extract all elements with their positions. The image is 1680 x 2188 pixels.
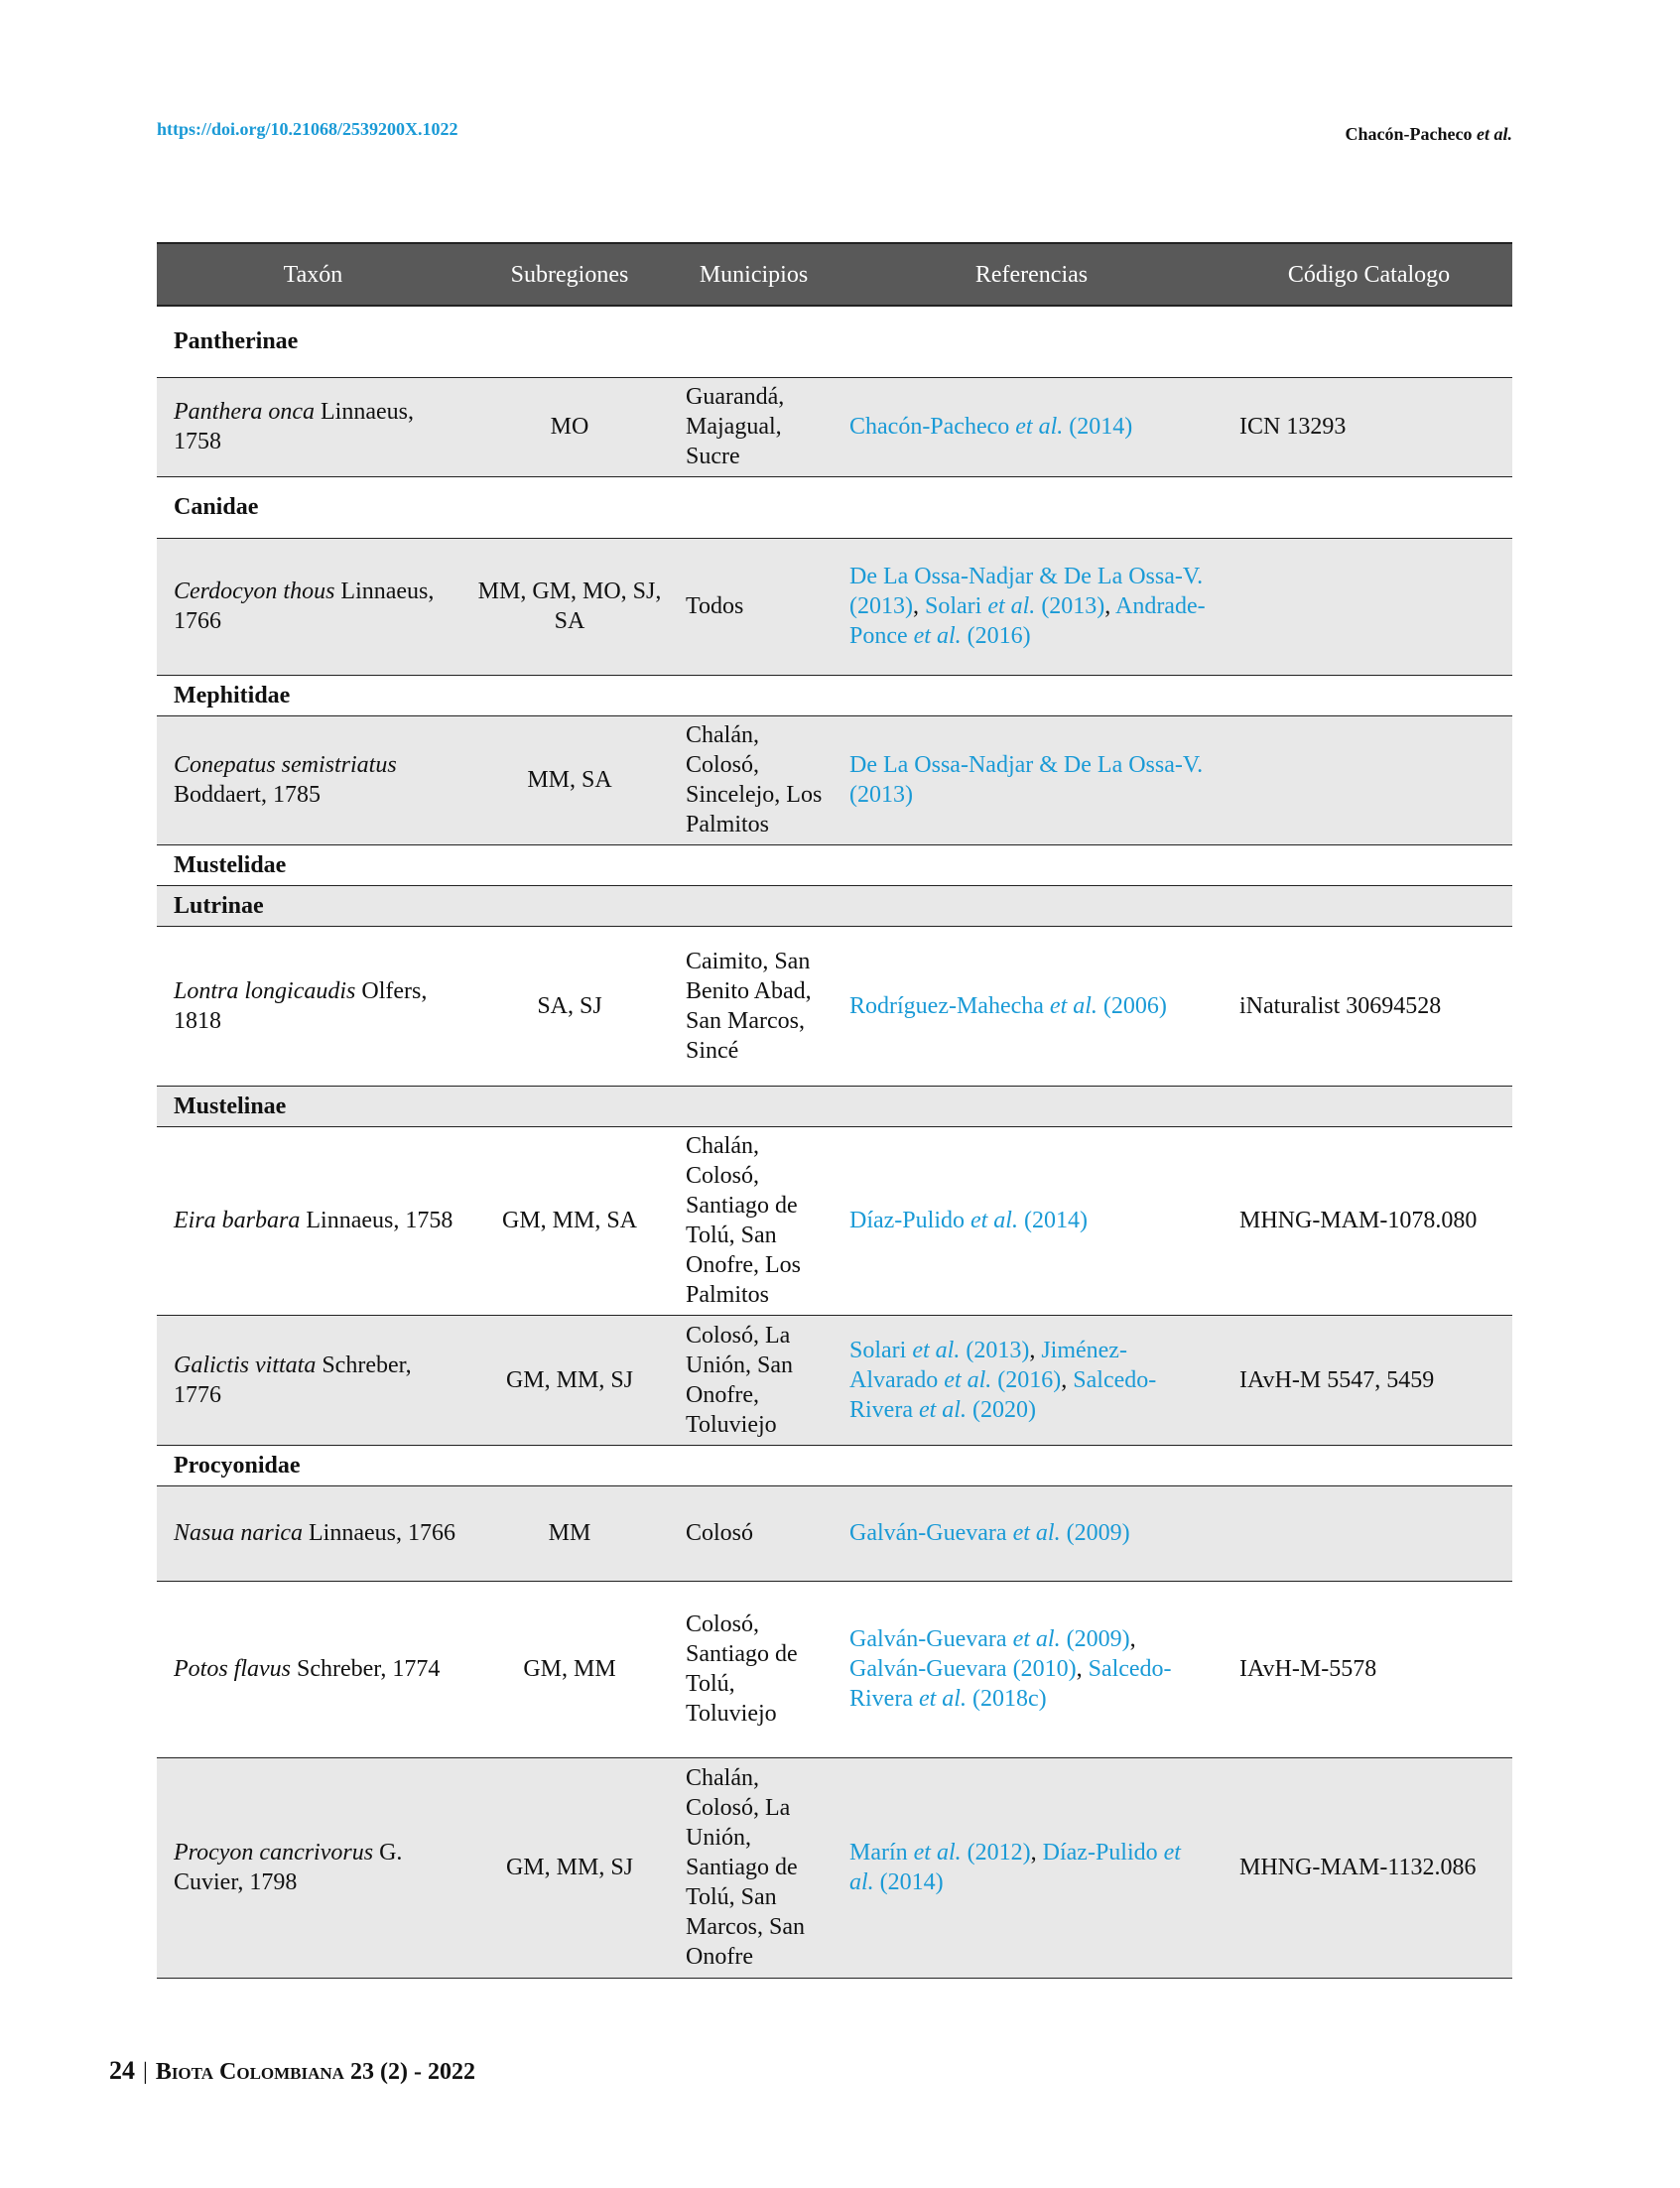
reference-link[interactable]: et al. — [913, 1840, 962, 1866]
table-row — [157, 1315, 1512, 1445]
group-label: Pantherinae — [157, 306, 1512, 377]
group-row — [157, 476, 1512, 538]
taxon-cell — [157, 715, 469, 844]
reference-separator: , — [912, 593, 925, 619]
reference-link[interactable]: et al. — [913, 623, 962, 649]
column-header-taxon: Taxón — [157, 243, 469, 306]
reference-link[interactable]: (2014) — [873, 1869, 944, 1895]
species-author: Linnaeus, 1766 — [303, 1520, 455, 1546]
table-row — [157, 926, 1512, 1086]
subregiones-cell: MM — [469, 1485, 670, 1581]
group-row — [157, 675, 1512, 715]
municipios-cell — [670, 1485, 838, 1581]
referencias-cell — [838, 926, 1226, 1086]
journal-name: Biota Colombiana — [155, 2059, 344, 2085]
municipios-cell — [670, 926, 838, 1086]
table-row — [157, 538, 1512, 675]
reference-link[interactable]: et al. — [969, 1208, 1018, 1233]
subregiones-cell: SA, SJ — [469, 926, 670, 1086]
reference-separator: , — [1030, 1840, 1043, 1866]
taxon-cell — [157, 1485, 469, 1581]
group-label: Mustelinae — [157, 1086, 1512, 1126]
reference-link[interactable]: Marín — [849, 1840, 914, 1866]
species-author: G. Cuvier, 1798 — [174, 1840, 403, 1895]
group-label: Lutrinae — [157, 885, 1512, 926]
subregiones-cell: GM, MM, SJ — [469, 1757, 670, 1978]
species-name: Eira barbara — [174, 1208, 301, 1233]
reference-link[interactable]: et al. — [944, 1366, 992, 1393]
species-author: Linnaeus, 1766 — [174, 579, 435, 634]
journal-issue: 23 (2) - 2022 — [349, 2059, 475, 2085]
subregiones-cell: GM, MM — [469, 1581, 670, 1757]
reference-link[interactable]: Salcedo-Rivera — [849, 1656, 1172, 1712]
reference-link[interactable]: et al. — [987, 593, 1036, 619]
municipios-cell — [670, 1581, 838, 1757]
species-author: Linnaeus, 1758 — [300, 1208, 453, 1233]
reference-link[interactable]: Galván-Guevara — [849, 1520, 1013, 1546]
municipios-cell — [670, 1757, 838, 1978]
codigo-cell: IAvH-M-5578 — [1226, 1581, 1512, 1757]
municipios-cell — [670, 1126, 838, 1315]
municipios-text: Colosó, Santiago de Tolú, Toluviejo — [686, 1611, 798, 1727]
column-header-municipios: Municipios — [670, 243, 838, 306]
reference-link[interactable]: Díaz-Pulido — [1042, 1840, 1164, 1866]
species-name: Potos flavus — [174, 1656, 291, 1682]
reference-link[interactable]: (2013) — [1035, 593, 1105, 619]
subregiones-cell: GM, MM, SA — [469, 1126, 670, 1315]
reference-separator: , — [1076, 1656, 1089, 1682]
subregiones-cell: GM, MM, SJ — [469, 1315, 670, 1445]
codigo-cell: MHNG-MAM-1132.086 — [1226, 1757, 1512, 1978]
reference-link[interactable]: Solari — [924, 593, 988, 619]
table-row — [157, 715, 1512, 844]
reference-separator: , — [1061, 1366, 1074, 1393]
codigo-cell — [1226, 715, 1512, 844]
referencias-cell — [838, 1581, 1226, 1757]
reference-link[interactable]: (2016) — [991, 1366, 1062, 1393]
reference-link[interactable]: Galván-Guevara (2010) — [849, 1656, 1077, 1682]
codigo-cell — [1226, 1485, 1512, 1581]
species-author: Linnaeus, 1758 — [174, 399, 414, 454]
subregiones-cell: MM, GM, MO, SJ, SA — [469, 538, 670, 675]
municipios-text: Chalán, Colosó, La Unión, Santiago de Tolú, San Marcos, San Onofre — [686, 1765, 805, 1970]
reference-link[interactable]: De La Ossa-Nadjar & De La Ossa-V. (2013) — [849, 564, 1204, 619]
reference-separator: , — [1104, 593, 1115, 619]
municipios-text: Chalán, Colosó, Santiago de Tolú, San Onofre, Los Palmitos — [686, 1133, 801, 1308]
taxon-cell — [157, 1581, 469, 1757]
reference-link[interactable]: (2020) — [966, 1396, 1036, 1423]
reference-link[interactable]: Galván-Guevara — [849, 1626, 1013, 1652]
reference-link[interactable]: Chacón-Pacheco — [849, 414, 1016, 440]
taxon-cell — [157, 1757, 469, 1978]
referencias-cell — [838, 538, 1226, 675]
municipios-cell — [670, 538, 838, 675]
reference-link[interactable]: Solari — [849, 1337, 913, 1363]
reference-link[interactable]: (2016) — [961, 623, 1031, 649]
species-name: Galictis vittata — [174, 1351, 317, 1378]
reference-link[interactable]: Salcedo-Rivera — [849, 1366, 1157, 1423]
taxon-cell — [157, 1126, 469, 1315]
referencias-cell — [838, 1757, 1226, 1978]
doi-link[interactable]: https://doi.org/10.21068/2539200X.1022 — [157, 119, 458, 139]
subregiones-cell: MO — [469, 377, 670, 476]
referencias-cell — [838, 1485, 1226, 1581]
municipios-text: Colosó, La Unión, San Onofre, Toluviejo — [686, 1322, 793, 1438]
reference-link[interactable]: (2018c) — [966, 1686, 1047, 1712]
reference-link[interactable]: (2006) — [1097, 992, 1167, 1019]
running-header-author: Chacón-Pacheco — [1345, 124, 1473, 144]
group-label: Mephitidae — [157, 675, 1512, 715]
reference-link[interactable]: et al. — [912, 1337, 961, 1363]
reference-link[interactable]: et al. — [918, 1686, 967, 1712]
reference-link[interactable]: Andrade-Ponce — [849, 593, 1206, 649]
group-row — [157, 885, 1512, 926]
reference-link[interactable]: (2009) — [1060, 1626, 1130, 1652]
reference-link[interactable]: et al. — [1012, 1520, 1061, 1546]
reference-link[interactable]: (2013) — [960, 1337, 1030, 1363]
group-label: Procyonidae — [157, 1445, 1512, 1485]
group-row — [157, 306, 1512, 377]
subregiones-cell: MM, SA — [469, 715, 670, 844]
species-author: Boddaert, 1785 — [174, 782, 321, 808]
reference-link[interactable]: et al. — [1015, 414, 1064, 440]
reference-link[interactable]: et al. — [849, 1840, 1181, 1895]
table-header-row — [157, 243, 1512, 306]
species-author: Olfers, 1818 — [174, 977, 428, 1034]
municipios-text: Todos — [686, 593, 744, 619]
table-row — [157, 1126, 1512, 1315]
reference-separator: , — [1029, 1337, 1042, 1363]
column-header-subregiones: Subregiones — [469, 243, 670, 306]
codigo-cell: ICN 13293 — [1226, 377, 1512, 476]
species-name: Cerdocyon thous — [174, 579, 335, 604]
species-name: Procyon cancrivorus — [174, 1840, 374, 1866]
codigo-cell: iNaturalist 30694528 — [1226, 926, 1512, 1086]
reference-link[interactable]: Rodríguez-Mahecha — [849, 992, 1050, 1019]
column-header-codigo: Código Catalogo — [1226, 243, 1512, 306]
reference-link[interactable]: (2014) — [1063, 414, 1133, 440]
group-row — [157, 1086, 1512, 1126]
codigo-cell — [1226, 538, 1512, 675]
running-header-etal: et al. — [1477, 124, 1512, 144]
species-name: Panthera onca — [174, 399, 315, 425]
table-row — [157, 1485, 1512, 1581]
municipios-text: Chalán, Colosó, Sincelejo, Los Palmitos — [686, 722, 823, 837]
reference-link[interactable]: et al. — [1049, 992, 1098, 1019]
municipios-cell — [670, 715, 838, 844]
codigo-cell: MHNG-MAM-1078.080 — [1226, 1126, 1512, 1315]
group-label: Canidae — [157, 476, 1512, 538]
taxon-cell — [157, 926, 469, 1086]
species-table — [157, 242, 1512, 1979]
reference-link[interactable]: Díaz-Pulido — [849, 1208, 970, 1233]
group-label: Mustelidae — [157, 844, 1512, 885]
table-row — [157, 1581, 1512, 1757]
taxon-cell — [157, 1315, 469, 1445]
referencias-cell — [838, 377, 1226, 476]
species-author: Schreber, 1774 — [291, 1656, 441, 1682]
municipios-cell — [670, 377, 838, 476]
species-name: Nasua narica — [174, 1520, 304, 1546]
reference-link[interactable]: Jiménez-Alvarado — [849, 1337, 1127, 1393]
page-number: 24 — [109, 2056, 135, 2085]
reference-link[interactable]: (2014) — [1017, 1208, 1088, 1233]
codigo-cell: IAvH-M 5547, 5459 — [1226, 1315, 1512, 1445]
column-header-referencias: Referencias — [838, 243, 1226, 306]
page-footer — [109, 2056, 475, 2086]
species-name: Lontra longicaudis — [174, 977, 356, 1004]
reference-link[interactable]: et al. — [918, 1396, 967, 1423]
referencias-cell — [838, 1315, 1226, 1445]
species-name: Conepatus semistriatus — [174, 752, 397, 778]
reference-link[interactable]: De La Ossa-Nadjar & De La Ossa-V. (2013) — [849, 752, 1204, 808]
running-header — [1346, 124, 1512, 145]
taxon-cell — [157, 538, 469, 675]
municipios-cell — [670, 1315, 838, 1445]
municipios-text: Colosó — [686, 1520, 754, 1546]
group-row — [157, 1445, 1512, 1485]
municipios-text: Guarandá, Majagual, Sucre — [686, 384, 785, 469]
referencias-cell — [838, 1126, 1226, 1315]
taxon-cell — [157, 377, 469, 476]
group-row — [157, 844, 1512, 885]
species-author: Schreber, 1776 — [174, 1351, 412, 1408]
reference-link[interactable]: (2012) — [961, 1840, 1031, 1866]
reference-link[interactable]: et al. — [1012, 1626, 1061, 1652]
reference-separator: , — [1129, 1626, 1136, 1652]
reference-link[interactable]: (2009) — [1060, 1520, 1130, 1546]
table-row — [157, 1757, 1512, 1978]
referencias-cell — [838, 715, 1226, 844]
footer-divider: | — [143, 2059, 148, 2085]
table-row — [157, 377, 1512, 476]
municipios-text: Caimito, San Benito Abad, San Marcos, Sincé — [686, 948, 812, 1064]
